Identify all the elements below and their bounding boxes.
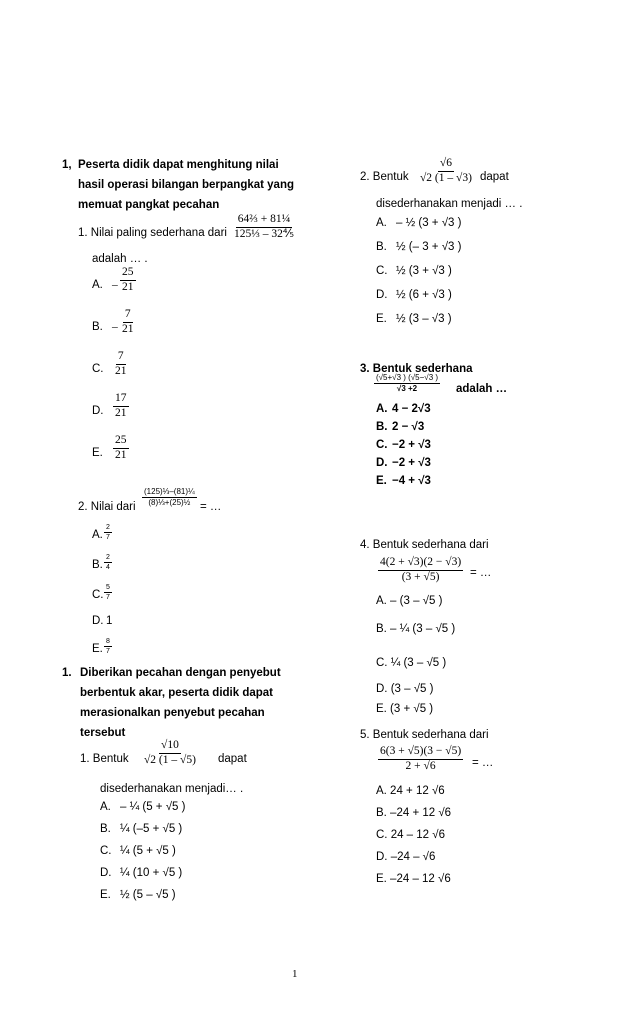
option-denominator: 4: [106, 564, 110, 571]
r-q2-option-d-label: D.: [376, 289, 388, 301]
r-q3-denominator: √3 +2: [396, 384, 418, 393]
r-q2-numerator: √6: [438, 158, 454, 172]
r-q3-option-d-text: −2 + √3: [392, 457, 431, 469]
option-denominator: 7: [106, 648, 110, 655]
option-label: A.: [92, 279, 103, 291]
r-q2-intro: 2. Bentuk: [360, 171, 409, 183]
option-denominator: 21: [122, 280, 134, 293]
option-value: 1: [106, 615, 113, 627]
option-label: D.: [92, 615, 104, 627]
q3-line2: disederhanakan menjadi… .: [100, 783, 244, 795]
option-numerator: 2: [106, 554, 110, 561]
q3-option-e-text: ½ (5 – √5 ): [120, 889, 176, 901]
option-label: E.: [92, 447, 103, 459]
r-q3-option-a-text: 4 − 2√3: [392, 403, 431, 415]
q2-intro: 2. Nilai dari: [78, 501, 136, 513]
r-q2-option-b-text: ½ (– 3 + √3 ): [396, 241, 462, 253]
option-denominator: 21: [115, 364, 127, 377]
section1-number: 1,: [62, 159, 72, 171]
r-q4-option-d: D. (3 – √5 ): [376, 683, 434, 695]
option-denominator: 7: [106, 594, 110, 601]
r-q5-denominator: 2 + √6: [405, 759, 436, 772]
r-q3-intro: 3. Bentuk sederhana: [360, 363, 473, 375]
q3-option-b-label: B.: [100, 823, 111, 835]
q1-denominator: 125⅓ – 32⅘: [234, 227, 295, 240]
r-q5-option-a: A. 24 + 12 √6: [376, 785, 445, 797]
q3-option-e-label: E.: [100, 889, 111, 901]
r-q4-option-c: C. ¼ (3 – √5 ): [376, 657, 447, 669]
q3-intro: 1. Bentuk: [80, 753, 129, 765]
section2-line3: merasionalkan penyebut pecahan: [80, 707, 265, 719]
section2-line2: berbentuk akar, peserta didik dapat: [80, 687, 274, 699]
q3-tail: dapat: [218, 753, 247, 765]
q3-option-d-text: ¼ (10 + √5 ): [120, 867, 183, 879]
option-denominator: 7: [106, 534, 110, 541]
q3-denominator: √2 (1 – √5): [144, 753, 196, 766]
option-sign: –: [112, 321, 118, 333]
section1-line1: Peserta didik dapat menghitung nilai: [78, 159, 279, 171]
option-label: E.: [92, 643, 103, 655]
section2-number: 1.: [62, 667, 72, 679]
option-numerator: 7: [123, 309, 133, 323]
r-q2-option-a-label: A.: [376, 217, 387, 229]
q3-option-a-text: – ¼ (5 + √5 ): [120, 801, 186, 813]
r-q3-option-c-label: C.: [376, 439, 388, 451]
r-q3-option-c-text: −2 + √3: [392, 439, 431, 451]
q3-option-d-label: D.: [100, 867, 112, 879]
section1-line2: hasil operasi bilangan berpangkat yang: [78, 179, 295, 191]
section1-line3: memuat pangkat pecahan: [78, 199, 220, 211]
q1-numerator: 64⅔ + 81¼: [236, 214, 293, 228]
r-q4-intro: 4. Bentuk sederhana dari: [360, 539, 489, 551]
r-q4-numerator: 4(2 + √3)(2 − √3): [378, 557, 463, 571]
r-q2-option-d-text: ½ (6 + √3 ): [396, 289, 452, 301]
q3-option-c-label: C.: [100, 845, 112, 857]
r-q5-option-e: E. –24 – 12 √6: [376, 873, 451, 885]
r-q4-option-a: A. – (3 – √5 ): [376, 595, 443, 607]
option-numerator: 2: [106, 524, 110, 531]
r-q3-option-a-label: A.: [376, 403, 388, 415]
section2-line1: Diberikan pecahan dengan penyebut: [80, 667, 281, 679]
q3-option-c-text: ¼ (5 + √5 ): [120, 845, 176, 857]
q3-option-b-text: ¼ (–5 + √5 ): [120, 823, 183, 835]
option-label: C.: [92, 363, 104, 375]
r-q2-denominator: √2 (1 – √3): [420, 171, 472, 184]
r-q2-option-c-text: ½ (3 + √3 ): [396, 265, 452, 277]
option-label: A.: [92, 529, 103, 541]
r-q2-option-e-label: E.: [376, 313, 387, 325]
r-q2-tail: dapat: [480, 171, 509, 183]
r-q5-intro: 5. Bentuk sederhana dari: [360, 729, 489, 741]
r-q4-option-e: E. (3 + √5 ): [376, 703, 434, 715]
option-label: D.: [92, 405, 104, 417]
q1-intro: 1. Nilai paling sederhana dari: [78, 227, 227, 239]
r-q5-option-c: C. 24 – 12 √6: [376, 829, 445, 841]
r-q3-tail: adalah …: [456, 383, 508, 395]
option-label: C.: [92, 589, 104, 601]
q2-tail: = …: [200, 501, 222, 513]
r-q3-numerator: (√5+√3 ) (√5−√3 ): [376, 373, 439, 382]
option-label: B.: [92, 321, 103, 333]
q1-fraction: [232, 214, 296, 240]
r-q3-option-e-label: E.: [376, 475, 387, 487]
option-denominator: 21: [122, 322, 134, 335]
option-denominator: 21: [115, 406, 127, 419]
r-q2-option-b-label: B.: [376, 241, 387, 253]
r-q3-option-e-text: −4 + √3: [392, 475, 431, 487]
section2-line4: tersebut: [80, 727, 126, 739]
r-q4-option-b: B. – ¼ (3 – √5 ): [376, 623, 456, 635]
q1-adalah: adalah … .: [92, 253, 148, 265]
r-q2-line2: disederhanakan menjadi … .: [376, 198, 523, 210]
option-denominator: 21: [115, 448, 127, 461]
option-numerator: 25: [113, 435, 129, 449]
r-q5-numerator: 6(3 + √5)(3 − √5): [378, 746, 463, 760]
option-sign: –: [112, 279, 118, 291]
page-number: 1: [292, 968, 298, 980]
r-q5-option-d: D. –24 – √6: [376, 851, 436, 863]
r-q4-tail: = …: [470, 567, 492, 579]
option-numerator: 25: [120, 267, 136, 281]
q3-option-a-label: A.: [100, 801, 111, 813]
option-numerator: 17: [113, 393, 129, 407]
q2-denominator: (8)⅓+(25)½: [148, 498, 191, 507]
r-q2-option-c-label: C.: [376, 265, 388, 277]
r-q4-denominator: (3 + √5): [401, 570, 440, 583]
r-q3-option-b-text: 2 − √3: [392, 421, 425, 433]
r-q5-tail: = …: [472, 757, 494, 769]
r-q5-option-b: B. –24 + 12 √6: [376, 807, 452, 819]
q2-numerator: (125)⅓–(81)¼: [144, 487, 195, 496]
r-q2-option-e-text: ½ (3 – √3 ): [396, 313, 452, 325]
q3-numerator: √10: [159, 740, 181, 754]
option-numerator: 5: [106, 584, 110, 591]
option-label: B.: [92, 559, 103, 571]
r-q2-option-a-text: – ½ (3 + √3 ): [396, 217, 462, 229]
r-q3-option-d-label: D.: [376, 457, 388, 469]
option-numerator: 7: [116, 351, 126, 365]
r-q3-option-b-label: B.: [376, 421, 388, 433]
option-numerator: 8: [106, 638, 110, 645]
